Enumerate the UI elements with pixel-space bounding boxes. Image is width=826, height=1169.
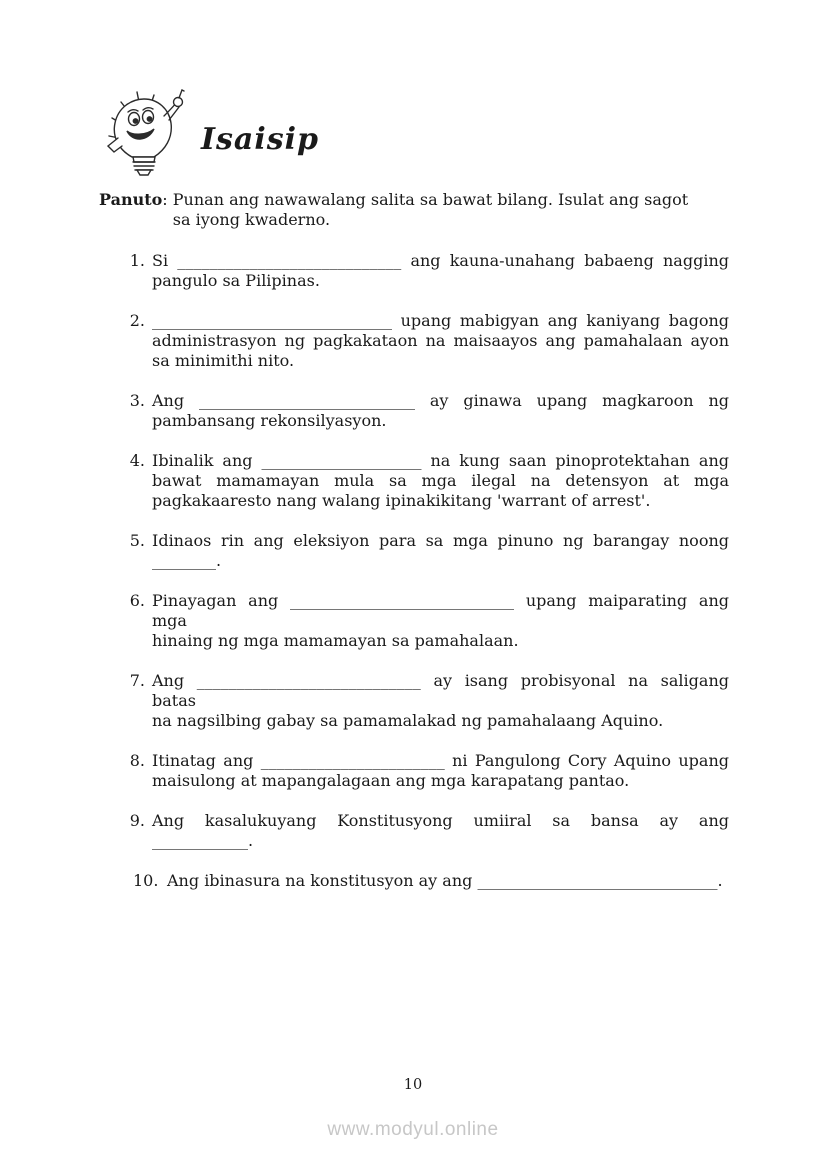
item-text-line: pambansang rekonsilyasyon. (152, 411, 387, 430)
list-item (125, 811, 729, 851)
list-item (125, 311, 729, 371)
item-text-line: pagkakaaresto nang walang ipinakikitang 'warrant of arrest'. (152, 491, 651, 510)
item-number: 3. (129, 391, 145, 410)
list-item (125, 391, 729, 431)
item-text-line: Ang kasalukuyang Konstitusyong umiiral sa bansa ay ang (152, 811, 729, 830)
item-text-line: sa minimithi nito. (152, 351, 295, 370)
page-number: 10 (403, 1077, 423, 1093)
header (99, 86, 729, 178)
watermark: www.modyul.online (327, 1119, 499, 1140)
item-text-line: Si ____________________________ ang kauna-unahang babaeng nagging (152, 251, 729, 270)
item-text-line: ______________________________ upang mabigyan ang kaniyang bagong (152, 311, 729, 330)
item-number: 8. (129, 751, 145, 770)
item-text-line: Ang ___________________________ ay ginawa upang magkaroon ng (152, 391, 729, 410)
item-text-line: Pinayagan ang ____________________________ upang maiparating ang mga (152, 591, 729, 630)
item-text (152, 671, 729, 731)
item-text-line: administrasyon ng pagkakataon na maisaayos ang pamahalaan ayon (152, 331, 729, 350)
item-text-line: pangulo sa Pilipinas. (152, 271, 320, 290)
item-number: 1. (129, 251, 145, 270)
fill-blank-list (99, 251, 729, 891)
list-item (125, 531, 729, 571)
item-text-line: bawat mamamayan mula sa mga ilegal na detensyon at mga (152, 471, 729, 490)
list-item (125, 671, 729, 731)
item-number: 6. (129, 591, 145, 610)
item-number: 10. (133, 871, 159, 890)
instructions-colon: : (162, 190, 173, 209)
item-text (152, 751, 729, 791)
item-text-line: Ang ____________________________ ay isang probisyonal na saligang batas (152, 671, 729, 710)
item-number: 2. (129, 311, 145, 330)
item-text (152, 591, 729, 651)
item-text (152, 311, 729, 371)
item-number: 7. (129, 671, 145, 690)
instructions-text (173, 190, 688, 230)
item-text-line: Ibinalik ang ____________________ na kung saan pinoprotektahan ang (152, 451, 729, 470)
item-text-line: ____________. (152, 831, 254, 850)
item-text (152, 811, 729, 851)
item-text (152, 251, 729, 291)
item-text-line: Ang ibinasura na konstitusyon ay ang ______________________________. (167, 871, 723, 890)
item-number: 4. (129, 451, 145, 470)
list-item (125, 251, 729, 291)
list-item (133, 871, 729, 891)
instructions-label-wrap (99, 190, 173, 230)
item-text-line: hinaing ng mga mamamayan sa pamahalaan. (152, 631, 519, 650)
lightbulb-icon (99, 86, 189, 178)
instructions-label: Panuto (99, 190, 163, 209)
item-text-line: maisulong at mapangalagaan ang mga karapatang pantao. (152, 771, 630, 790)
instruction-line-2: sa iyong kwaderno. (172, 210, 331, 229)
item-text-line: na nagsilbing gabay sa pamamalakad ng pamahalaang Aquino. (152, 711, 664, 730)
item-text-line: Itinatag ang _______________________ ni Pangulong Cory Aquino upang (152, 751, 729, 770)
list-item (125, 751, 729, 791)
item-number: 5. (129, 531, 145, 550)
page-content (99, 0, 729, 891)
item-text (152, 451, 729, 511)
item-text-line: ________. (152, 551, 222, 570)
instruction-line-1: Punan ang nawawalang salita sa bawat bilang. Isulat ang sagot (172, 190, 689, 209)
item-text (167, 871, 729, 891)
item-text-line: Idinaos rin ang eleksiyon para sa mga pinuno ng barangay noong (152, 531, 729, 550)
page-title: Isaisip (201, 122, 320, 157)
item-number: 9. (129, 811, 145, 830)
list-item (125, 591, 729, 651)
item-text (152, 391, 729, 431)
item-text (152, 531, 729, 571)
instructions (99, 190, 729, 230)
list-item (125, 451, 729, 511)
